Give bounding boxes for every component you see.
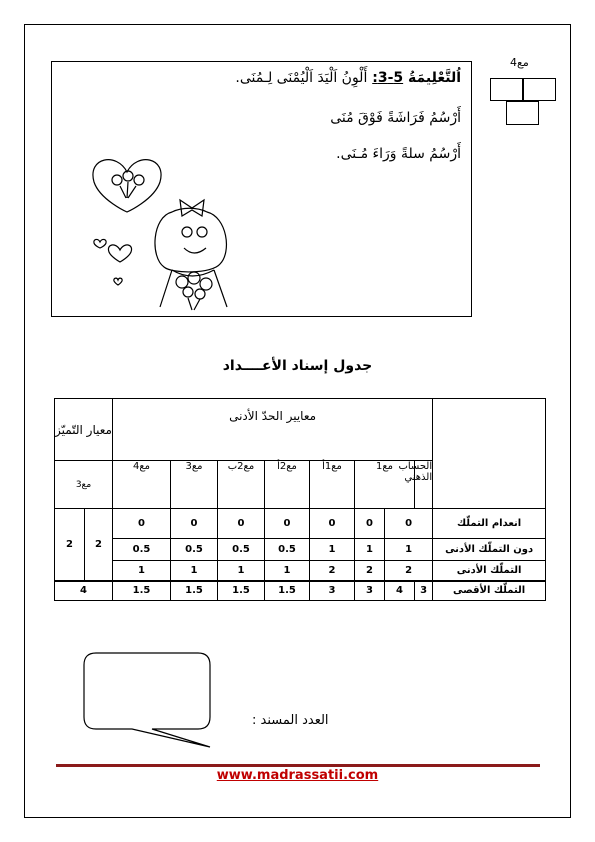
table-cell: 2 xyxy=(310,561,355,581)
table-cell: 0 xyxy=(265,509,310,539)
crit-header-1a: مع1أ xyxy=(310,461,355,509)
min-criteria-header-text: معايير الحدّ الأدنى xyxy=(229,409,317,423)
table-cell: 0.5 xyxy=(218,539,265,561)
score-speech-bubble xyxy=(82,651,212,751)
table-cell: 1 xyxy=(171,561,218,581)
task-title xyxy=(235,70,461,86)
excellence-header xyxy=(55,399,113,461)
table-cell: 4 xyxy=(385,581,415,601)
footer-divider xyxy=(56,764,540,767)
grid-shape-icon xyxy=(490,78,556,128)
crit-header-2a: مع2أ xyxy=(265,461,310,509)
footer-website-link[interactable]: www.madrassatii.com xyxy=(216,768,379,783)
task-line-2: أَرْسُمُ فَرَاشَةً فَوْقَ مُنَى xyxy=(330,110,461,126)
excellence-left: 2 xyxy=(55,509,85,581)
table-cell: 0 xyxy=(171,509,218,539)
task-box xyxy=(51,61,472,317)
excellence-sub-text: مع3 xyxy=(75,480,92,490)
table-cell: 1 xyxy=(113,561,171,581)
task-title-text: أَلْوِنُ اَلْيَدَ اَلْيُمْنَى لِـمُنَى. xyxy=(235,70,368,86)
table-cell: 0.5 xyxy=(265,539,310,561)
min-criteria-header xyxy=(113,399,433,461)
empty-corner-cell xyxy=(433,399,546,509)
crit-header-mental: الحساب الذهني xyxy=(415,461,433,509)
crit-header-1: مع1 xyxy=(355,461,415,509)
excellence-header-text: معيار التّميّز xyxy=(55,422,112,437)
crit-header-2b: مع2ب xyxy=(218,461,265,509)
crit-header-4: مع4 xyxy=(113,461,171,509)
table-cell: 0.5 xyxy=(171,539,218,561)
score-label: العدد المسند : xyxy=(252,713,329,728)
row-label: دون التملّك الأدنى xyxy=(433,539,546,561)
table-cell: 0 xyxy=(385,509,433,539)
table-cell: 0 xyxy=(355,509,385,539)
table-cell: 0.5 xyxy=(113,539,171,561)
table-cell: 1.5 xyxy=(218,581,265,601)
table-cell: 1 xyxy=(218,561,265,581)
girl-with-flowers-illustration xyxy=(72,142,272,312)
table-cell: 1 xyxy=(385,539,433,561)
task-title-prefix: اُلتَّعْلِيمَةُ xyxy=(408,70,461,86)
excellence-sub xyxy=(55,461,113,509)
table-cell: 1.5 xyxy=(171,581,218,601)
criterion-label: مع4 xyxy=(510,56,529,69)
task-number: 5-3: xyxy=(372,70,404,86)
row-label: انعدام التملّك xyxy=(433,509,546,539)
table-cell: 3 xyxy=(310,581,355,601)
table-cell: 0 xyxy=(113,509,171,539)
row-label: التملّك الأقصى xyxy=(433,581,546,601)
table-title: جدول إسناد الأعــــداد xyxy=(222,358,373,374)
table-cell: 0 xyxy=(310,509,355,539)
table-cell: 1 xyxy=(265,561,310,581)
excellence-last: 4 xyxy=(55,581,113,601)
table-cell: 2 xyxy=(385,561,433,581)
excellence-right: 2 xyxy=(85,509,113,581)
task-line-3: أَرْسُمُ سلةً وَرَاءَ مُـنَى. xyxy=(336,146,461,162)
table-cell: 3 xyxy=(355,581,385,601)
table-cell: 0 xyxy=(218,509,265,539)
table-cell: 1.5 xyxy=(113,581,171,601)
crit-header-3: مع3 xyxy=(171,461,218,509)
table-cell: 1.5 xyxy=(265,581,310,601)
table-cell: 1 xyxy=(310,539,355,561)
table-cell: 2 xyxy=(355,561,385,581)
row-label: التملّك الأدنى xyxy=(433,561,546,581)
table-cell: 1 xyxy=(355,539,385,561)
grading-table xyxy=(54,398,546,601)
table-cell: 3 xyxy=(415,581,433,601)
